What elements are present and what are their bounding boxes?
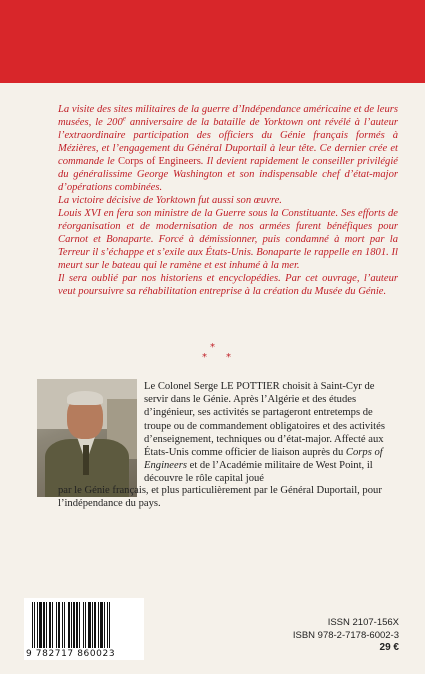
price-label: 29 €	[379, 642, 399, 653]
issn-label: ISSN 2107-156X	[327, 617, 399, 628]
isbn-label: ISBN 978-2-7178-6002-3	[292, 629, 399, 641]
barcode-number: 9 782717 860023	[26, 649, 116, 659]
barcode	[24, 598, 144, 660]
barcode-bars	[30, 602, 138, 648]
author-photo	[37, 379, 137, 497]
back-cover-blurb	[58, 103, 398, 298]
section-separator-stars	[0, 342, 425, 362]
star-1: *	[210, 342, 215, 353]
author-bio: Le Colonel Serge LE POTTIER choisit à Saint-Cyr de servir dans le Génie. Après l’Algérie et des études d’ingénieur, ses activités se partageront entretemps de troupe ou de commandement obligatoires et des activités d’enseignement, techniques ou d’état-major. Affecté aux États-Unis comme officier de liaison auprès du Corps of Engineers et de l’Académie militaire de West Point, il découvre le rôle capital joué	[144, 381, 385, 485]
blurb-paragraph-3: Louis XVI en fera son ministre de la Guerre sous la Constituante. Ses efforts de réorganisation et de modernisation de nos armées furent bénéfiques pour Carnot et Bonaparte. Forcé à démissionner, puis condamné à mort par la Terreur il s’échappe et s’exile aux États-Unis. Bonaparte le rappelle en 1801. Il meurt sur le bateau qui le ramène et est inhumé à la mer.	[58, 208, 398, 271]
star-3: *	[226, 352, 231, 363]
author-bio-continued: par le Génie français, et plus particulièrement par le Général Duportail, pour l’indépendance du pays.	[58, 485, 382, 510]
red-header-band	[0, 0, 425, 83]
isbn-block	[293, 617, 399, 655]
blurb-paragraph-2: La victoire décisive de Yorktown fut aussi son œuvre.	[58, 195, 282, 206]
blurb-paragraph-1: La visite des sites militaires de la guerre d’Indépendance américaine et de leurs musées, le 200e anniversaire de la bataille de Yorktown ont révélé à l’auteur l’extraordinaire participation des officiers du Génie français formés à Mézières, et l’engagement du Général Duportail à leur tête. Ce dernier crée et commande le Corps of Engineers. Il devient rapidement le conseiller privilégié du généralissime George Washington et son indispensable chef d’état-major d’opérations combinées.	[58, 104, 398, 193]
blurb-paragraph-4: Il sera oublié par nos historiens et encyclopédies. Par cet ouvrage, l’auteur veut poursuivre sa réhabilitation entreprise à la création du Musée du Génie.	[58, 273, 398, 297]
star-2: *	[202, 352, 207, 363]
